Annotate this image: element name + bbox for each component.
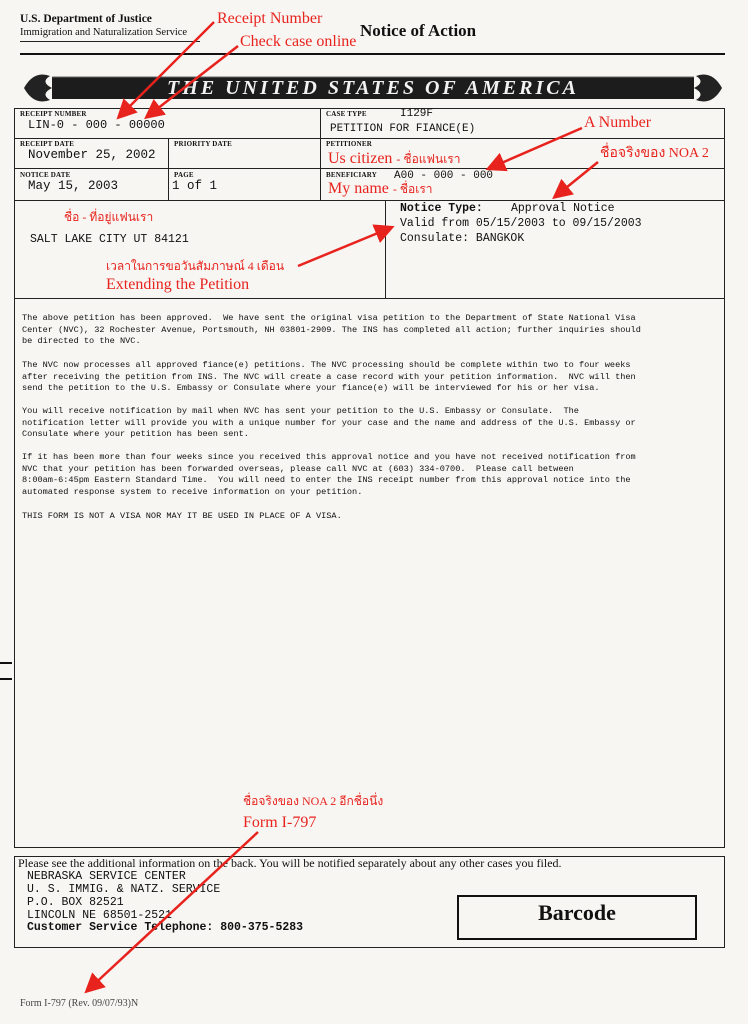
barcode-label: Barcode	[538, 900, 616, 925]
beneficiary-value: A00 - 000 - 000	[394, 170, 494, 182]
priority-date-label: PRIORITY DATE	[174, 140, 233, 148]
header-rule	[20, 41, 200, 42]
annotation-a-number: A Number	[584, 114, 652, 131]
body-paragraph-1: The above petition has been approved. We have sent the original visa petition to the Department of State National Visa Center (NVC), 32 Rochester Avenue, Portsmouth, NH 03801-2909. The INS has completed all action; further inquiries should be directed to the NVC.	[22, 313, 641, 347]
annotation-us-citizen-en: Us citizen	[328, 150, 393, 167]
annotation-my-name	[328, 180, 433, 199]
annotation-check-online: Check case online	[240, 33, 357, 50]
agency-sub-name: Immigration and Naturalization Service	[20, 27, 188, 38]
receipt-date: November 25, 2002	[28, 148, 156, 162]
annotation-receipt-number: Receipt Number	[217, 10, 323, 27]
receipt-number: LIN-0 - 000 - 00000	[28, 118, 165, 132]
annotation-noa2-other-name: ชื่อจริงของ NOA 2 อีกชื่อนึ่ง	[243, 794, 384, 808]
address-notice-divider	[385, 200, 386, 298]
case-type-label: CASE TYPE	[326, 110, 367, 118]
annotation-my-name-thai: - ชื่อเรา	[392, 182, 433, 196]
receipt-date-label: RECEIPT DATE	[20, 140, 75, 148]
page-label: PAGE	[174, 171, 194, 179]
annotation-extending: Extending the Petition	[106, 276, 250, 293]
service-center-line: LINCOLN NE 68501-2521	[27, 909, 172, 922]
form-id: Form I-797 (Rev. 09/07/93)N	[20, 998, 139, 1009]
page-value: 1 of 1	[172, 179, 218, 193]
banner	[22, 68, 724, 108]
service-center-line: NEBRASKA SERVICE CENTER	[27, 870, 186, 883]
case-type-code: I129F	[400, 108, 434, 120]
body-paragraph-3: You will receive notification by mail when NVC has sent your petition to the U.S. Embassy or Consulate. The notification letter will provide you with a unique number for your case and the name and address of the U.S. Embassy or Consulate where your petition has been sent.	[22, 406, 636, 440]
grid-col-small	[168, 138, 169, 200]
notice-consulate: Consulate: BANGKOK	[400, 232, 525, 245]
service-center-line: P.O. BOX 82521	[27, 896, 124, 909]
address-bottom-rule	[14, 298, 725, 299]
annotation-my-name-en: My name	[328, 180, 389, 197]
receipt-number-label: RECEIPT NUMBER	[20, 110, 87, 118]
body-paragraph-2: The NVC now processes all approved fiance(e) petitions. The NVC processing should be complete within two to four weeks after receiving the petition from INS. The NVC will create a case record with your petition information. NVC will then send the petition to the U.S. Embassy or Consulate where your fiance(e) will be interviewed for his or her visa.	[22, 360, 636, 394]
annotation-form-i797: Form I-797	[243, 814, 317, 831]
address-city-line: SALT LAKE CITY UT 84121	[30, 233, 189, 246]
annotation-noa2-name: ชื่อจริงของ NOA 2	[600, 146, 709, 161]
notice-date: May 15, 2003	[28, 179, 119, 193]
notice-type-label: Notice Type:	[400, 202, 483, 215]
notice-type-value: Approval Notice	[511, 202, 615, 215]
page-title: Notice of Action	[360, 21, 477, 40]
petitioner-label: PETITIONER	[326, 140, 372, 148]
grid-col-main	[320, 108, 321, 200]
agency-name: U.S. Department of Justice	[20, 13, 152, 25]
banner-text: THE UNITED STATES OF AMERICA	[167, 77, 579, 99]
footer-see-back: Please see the additional information on the back. You will be notified separately about any other cases you filed.	[18, 856, 562, 870]
annotation-us-citizen-thai: - ชื่อแฟนเรา	[396, 152, 461, 166]
case-type-desc: PETITION FOR FIANCE(E)	[330, 123, 476, 135]
body-paragraph-5: THIS FORM IS NOT A VISA NOR MAY IT BE USED IN PLACE OF A VISA.	[22, 511, 342, 521]
customer-service-phone: Customer Service Telephone: 800-375-5283	[27, 921, 304, 934]
grid-row-3	[14, 200, 725, 201]
annotation-us-citizen	[328, 150, 461, 169]
annotation-extend-thai: เวลาในการขอวันสัมภาษณ์ 4 เดือน	[106, 259, 285, 273]
service-center-line: U. S. IMMIG. & NATZ. SERVICE	[27, 883, 221, 896]
grid-row-1	[14, 138, 725, 139]
top-rule	[20, 53, 725, 55]
notice-valid-dates: Valid from 05/15/2003 to 09/15/2003	[400, 217, 642, 230]
beneficiary-label: BENEFICIARY	[326, 171, 377, 179]
body-paragraph-4: If it has been more than four weeks since you received this approval notice and you have not received notification from NVC that your petition has been forwarded overseas, please call NVC at (603) 334-0700. Please call between 8:00am-6:45pm Eastern Standard Time. You will need to enter the INS receipt number from this approval notice into the automated response system to receive information on your petition.	[22, 452, 636, 497]
margin-mark	[0, 662, 12, 680]
notice-date-label: NOTICE DATE	[20, 171, 71, 179]
annotation-address-thai: ชื่อ - ที่อยู่แฟนเรา	[64, 210, 154, 224]
